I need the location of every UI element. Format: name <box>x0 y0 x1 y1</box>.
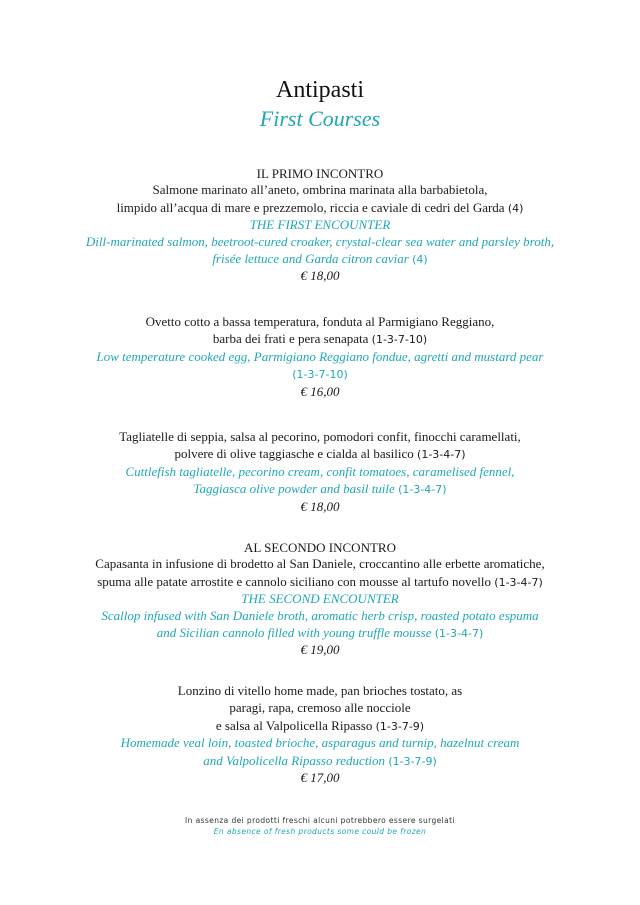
footer-note-en: En absence of fresh products some could be frozen <box>213 827 427 836</box>
dish-description-en: Low temperature cooked egg, Parmigiano Reggiano fondue, agretti and mustard pear <box>96 348 544 364</box>
dish-price: € 18,00 <box>300 268 340 284</box>
dish-description-it: spuma alle patate arrostite e cannolo siciliano con mousse al tartufo novello (1-3-4-7) <box>97 573 543 589</box>
dish-item <box>0 314 640 400</box>
dish-price: € 18,00 <box>300 498 340 514</box>
dish-description-it: barba dei frati e pera senapata (1-3-7-10) <box>212 331 428 347</box>
dish-heading: IL PRIMO INCONTRO <box>256 166 384 181</box>
dish-item <box>0 540 640 659</box>
dish-description-it: limpido all’acqua di mare e prezzemolo, riccia e caviale di cedri del Garda (4) <box>116 199 524 215</box>
section-title: Antipasti <box>276 77 364 103</box>
dish-description-en: frisée lettuce and Garda citron caviar (4) <box>212 251 428 267</box>
dish-heading-en: THE SECOND ENCOUNTER <box>241 591 399 607</box>
dish-description-en: Homemade veal loin, toasted brioche, asparagus and turnip, hazelnut cream <box>120 735 520 751</box>
footer-note-it: In assenza dei prodotti freschi alcuni potrebbero essere surgelati <box>185 816 455 825</box>
dish-item <box>0 166 640 285</box>
dish-description-it: Capasanta in infusione di brodetto al San Daniele, croccantino alle erbette aromatiche, <box>95 556 545 572</box>
dish-description-en: Taggiasca olive powder and basil tuile (1-3-4-7) <box>193 481 447 497</box>
dish-price: € 17,00 <box>300 770 340 786</box>
dish-item <box>0 429 640 515</box>
dish-description-en: Scallop infused with San Daniele broth, aromatic herb crisp, roasted potato espuma <box>101 607 539 623</box>
section-subtitle: First Courses <box>259 106 381 131</box>
dish-description-en: and Sicilian cannolo filled with young truffle mousse (1-3-4-7) <box>156 625 484 641</box>
dish-heading: AL SECONDO INCONTRO <box>244 540 396 555</box>
dish-description-it: Tagliatelle di seppia, salsa al pecorino, pomodori confit, finocchi caramellati, <box>119 429 521 444</box>
dish-item <box>0 683 640 786</box>
dish-description-it: Ovetto cotto a bassa temperatura, fonduta al Parmigiano Reggiano, <box>145 314 495 329</box>
dish-description-en: Dill-marinated salmon, beetroot-cured croaker, crystal-clear sea water and parsley broth, <box>85 233 555 249</box>
dish-description-en: (1-3-7-10) <box>292 368 348 382</box>
dish-price: € 19,00 <box>300 642 340 658</box>
dish-description-en: Cuttlefish tagliatelle, pecorino cream, confit tomatoes, caramelised fennel, <box>125 463 515 479</box>
dish-description-it: e salsa al Valpolicella Ripasso (1-3-7-9) <box>215 717 425 733</box>
footer-note <box>0 815 640 837</box>
dish-price: € 16,00 <box>300 383 340 399</box>
dish-description-en: and Valpolicella Ripasso reduction (1-3-7-9) <box>203 752 437 768</box>
dish-description-it: paragi, rapa, cremoso alle nocciole <box>229 700 411 716</box>
dish-description-it: polvere di olive taggiasche e cialda al basilico (1-3-4-7) <box>174 446 466 462</box>
dish-heading-en: THE FIRST ENCOUNTER <box>249 217 391 233</box>
dish-description-it: Lonzino di vitello home made, pan brioches tostato, as <box>177 683 463 698</box>
dish-description-it: Salmone marinato all’aneto, ombrina marinata alla barbabietola, <box>152 182 488 198</box>
